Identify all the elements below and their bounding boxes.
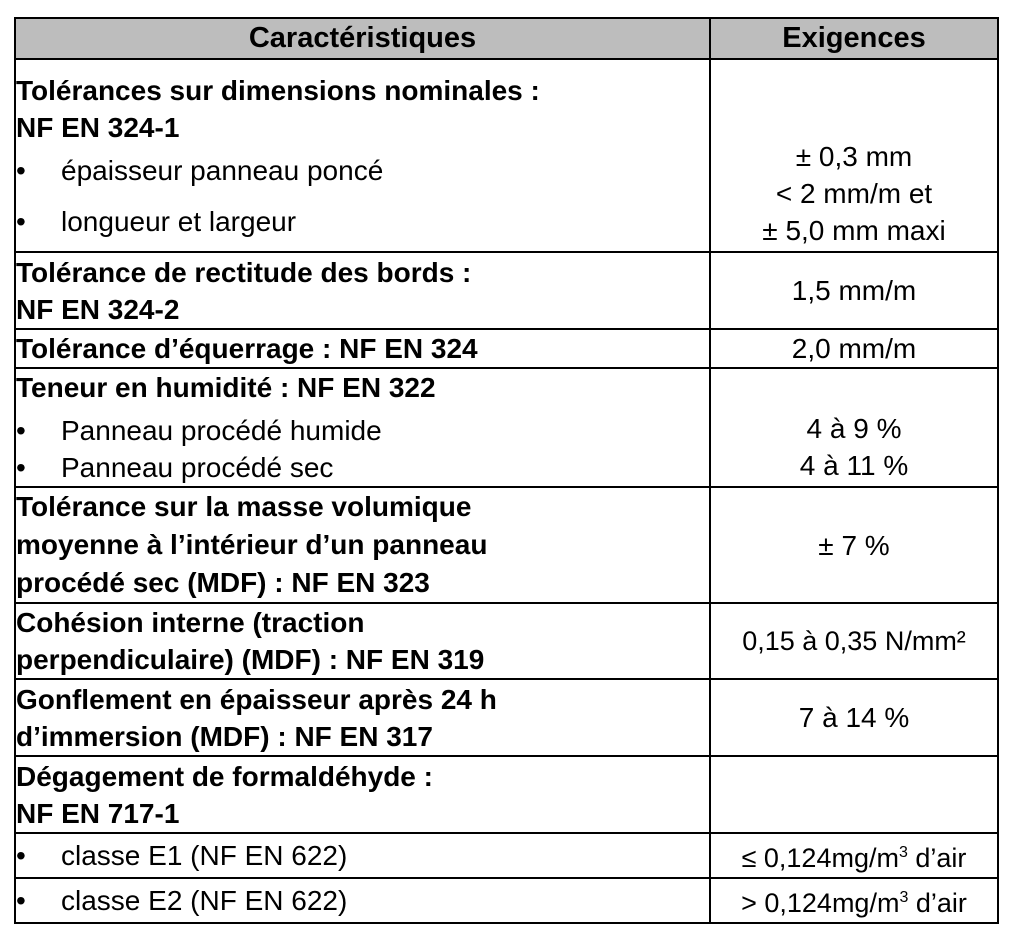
list-item: • épaisseur panneau poncé bbox=[16, 152, 709, 189]
requirement-value: 2,0 mm/m bbox=[710, 329, 998, 368]
table-row bbox=[15, 603, 998, 679]
superscript: 3 bbox=[898, 844, 908, 861]
requirement-value: ≤ 0,124mg/m bbox=[741, 843, 899, 873]
characteristic-cell bbox=[15, 603, 710, 679]
table-row bbox=[15, 679, 998, 756]
list-item: • longueur et largeur bbox=[16, 203, 709, 240]
requirement-cell bbox=[710, 833, 998, 878]
requirement-value: > 0,124mg/m bbox=[741, 888, 900, 918]
row-title: procédé sec (MDF) : NF EN 323 bbox=[16, 567, 430, 598]
requirement-value bbox=[710, 756, 998, 833]
row-title: Teneur en humidité : NF EN 322 bbox=[16, 372, 436, 403]
list-item: • classe E1 (NF EN 622) bbox=[16, 837, 709, 874]
row-title: Cohésion interne (traction bbox=[16, 607, 365, 638]
row-title: perpendiculaire) (MDF) : NF EN 319 bbox=[16, 644, 485, 675]
requirement-value: 4 à 11 % bbox=[799, 450, 909, 481]
row-title: d’immersion (MDF) : NF EN 317 bbox=[16, 720, 433, 752]
requirement-value: 0,15 à 0,35 N/mm² bbox=[710, 603, 998, 679]
requirement-value: 1,5 mm/m bbox=[710, 252, 998, 329]
requirement-cell bbox=[710, 878, 998, 923]
row-title: Dégagement de formaldéhyde : bbox=[16, 760, 433, 792]
table-row bbox=[15, 368, 998, 487]
requirement-value: ± 7 % bbox=[710, 487, 998, 603]
characteristic-cell bbox=[15, 833, 710, 878]
list-item: • Panneau procédé humide bbox=[16, 412, 709, 449]
table-row bbox=[15, 329, 998, 368]
requirement-cell bbox=[710, 368, 998, 487]
row-title: Tolérance d’équerrage : NF EN 324 bbox=[16, 333, 478, 364]
list-item: • Panneau procédé sec bbox=[16, 449, 709, 486]
requirement-value: 7 à 14 % bbox=[710, 679, 998, 756]
requirement-value: < 2 mm/m et bbox=[775, 178, 933, 209]
characteristic-cell bbox=[15, 329, 710, 368]
table-row bbox=[15, 833, 998, 878]
characteristic-cell bbox=[15, 756, 710, 833]
row-title: NF EN 324-1 bbox=[16, 111, 180, 143]
header-characteristics: Caractéristiques bbox=[15, 18, 710, 59]
requirement-value: 4 à 9 % bbox=[806, 413, 902, 444]
list-item: • classe E2 (NF EN 622) bbox=[16, 882, 709, 919]
characteristic-cell bbox=[15, 368, 710, 487]
row-title: NF EN 717-1 bbox=[16, 797, 180, 829]
table-row bbox=[15, 487, 998, 603]
requirement-value: ± 0,3 mm bbox=[795, 141, 913, 172]
characteristic-cell bbox=[15, 878, 710, 923]
requirement-cell bbox=[710, 59, 998, 252]
characteristic-cell bbox=[15, 487, 710, 603]
characteristic-cell bbox=[15, 252, 710, 329]
row-title: NF EN 324-2 bbox=[16, 293, 180, 325]
row-title: Tolérance de rectitude des bords : bbox=[16, 256, 472, 288]
table-row bbox=[15, 878, 998, 923]
row-title: moyenne à l’intérieur d’un panneau bbox=[16, 529, 488, 560]
requirement-unit: d’air bbox=[908, 888, 967, 918]
requirement-value: ± 5,0 mm maxi bbox=[762, 215, 946, 246]
header-requirements: Exigences bbox=[710, 18, 998, 59]
superscript: 3 bbox=[899, 889, 909, 906]
requirement-unit: d’air bbox=[907, 843, 967, 873]
characteristic-cell bbox=[15, 59, 710, 252]
row-title: Tolérance sur la masse volumique bbox=[16, 491, 472, 522]
table-row bbox=[15, 252, 998, 329]
characteristic-cell bbox=[15, 679, 710, 756]
specifications-table bbox=[14, 17, 999, 924]
table-row bbox=[15, 756, 998, 833]
row-title: Gonflement en épaisseur après 24 h bbox=[16, 683, 497, 715]
header-row bbox=[15, 18, 998, 59]
row-title: Tolérances sur dimensions nominales : bbox=[16, 74, 540, 106]
table-row bbox=[15, 59, 998, 252]
